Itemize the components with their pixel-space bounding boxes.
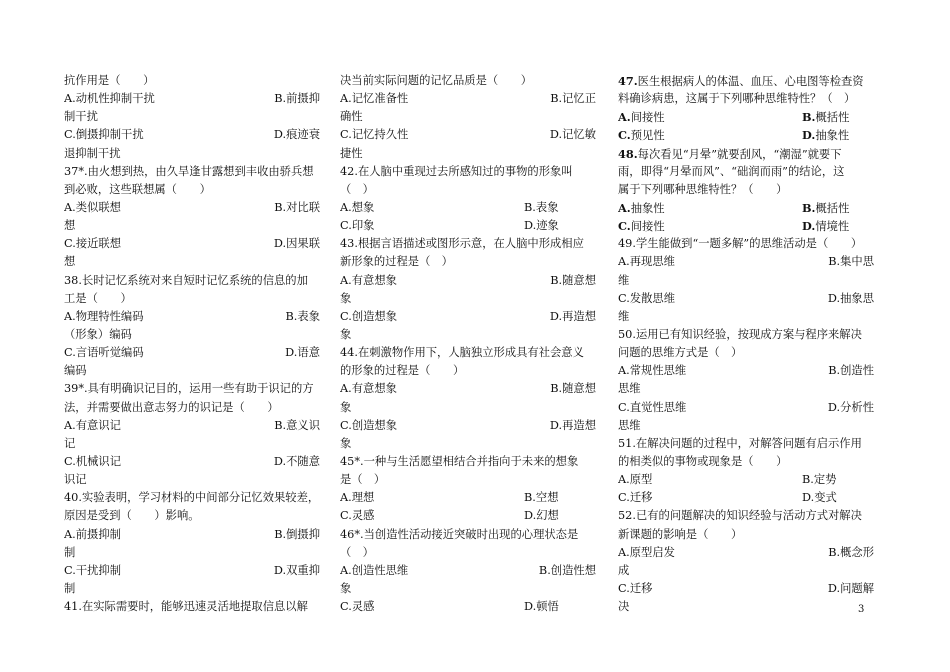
- text-line: [618, 362, 874, 380]
- text-line: [340, 181, 596, 199]
- text-line: [340, 163, 596, 181]
- line-text: A.有意想象: [340, 382, 397, 396]
- text-line: [64, 598, 320, 616]
- text-line: [64, 163, 320, 181]
- text-line: [64, 253, 320, 271]
- option-text: D.抽象思: [827, 291, 874, 305]
- text-line: [340, 217, 596, 235]
- text-line: [340, 526, 596, 544]
- option-text: B.随意想: [550, 382, 596, 396]
- text-line: [340, 272, 596, 290]
- text-line: [618, 544, 874, 562]
- text-line: [340, 90, 596, 108]
- text-line: [618, 108, 874, 126]
- line-text: 新形象的过程是（ ）: [340, 255, 453, 269]
- line-text: 识记: [64, 473, 87, 487]
- option-text: D.痕迹衰: [273, 128, 320, 142]
- line-text: 象: [340, 400, 352, 414]
- line-text: 制: [64, 545, 76, 559]
- line-text: 决当前实际问题的记忆品质是（ ）: [340, 74, 533, 87]
- line-text: C.发散思维: [618, 291, 676, 305]
- text-line: [340, 562, 596, 580]
- line-text: 维: [618, 309, 630, 323]
- option-text: D.问题解: [827, 581, 874, 595]
- text-line: [64, 526, 320, 544]
- line-text: 决: [618, 600, 630, 614]
- text-line: [340, 290, 596, 308]
- text-line: [618, 235, 874, 253]
- line-text: 退抑制干扰: [64, 146, 121, 160]
- text-line: [618, 471, 874, 489]
- line-text: C.创造想象: [340, 418, 398, 432]
- column-right: [618, 72, 874, 616]
- text-line: [64, 290, 320, 308]
- line-text: C.创造想象: [340, 309, 398, 323]
- line-text: 制干扰: [64, 110, 98, 124]
- text-line: [618, 145, 874, 163]
- line-text: 39*.具有明确识记目的，运用一些有助于识记的方: [64, 382, 314, 396]
- line-text: A.记忆准备性: [340, 92, 409, 106]
- line-text: A.原型: [618, 473, 653, 487]
- line-text: （ ）: [340, 182, 374, 196]
- option-text: B.前摄抑: [274, 92, 320, 106]
- text-line: [618, 507, 874, 525]
- option-text: B.概念形: [828, 545, 874, 559]
- line-text: C.记忆持久性: [340, 128, 409, 142]
- text-line: [64, 435, 320, 453]
- text-line: [64, 235, 320, 253]
- text-line: [618, 217, 874, 235]
- text-line: [618, 526, 874, 544]
- text-line: [64, 489, 320, 507]
- text-line: [64, 181, 320, 199]
- line-text: 51.在解决问题的过程中，对解答问题有启示作用: [618, 436, 862, 450]
- option-text: D.变式: [802, 491, 837, 505]
- text-line: [64, 90, 320, 108]
- text-line: [340, 326, 596, 344]
- line-text: C.灵感: [340, 509, 375, 523]
- option-text: B.集中思: [828, 255, 874, 269]
- line-text: C.机械识记: [64, 454, 122, 468]
- text-line: [618, 326, 874, 344]
- option-text: D.顿悟: [524, 600, 559, 614]
- text-line: [340, 417, 596, 435]
- line-text: 属于下列哪种思维特性？（ ）: [618, 182, 788, 196]
- option-text: B.空想: [524, 491, 559, 505]
- line-text: 维: [618, 273, 630, 287]
- text-line: [618, 344, 874, 362]
- text-line: [340, 453, 596, 471]
- text-line: [340, 380, 596, 398]
- line-text: A.有意想象: [340, 273, 397, 287]
- text-line: [340, 344, 596, 362]
- line-text: C.间接性: [618, 219, 665, 234]
- option-text: B.对比联: [274, 200, 320, 214]
- line-text: C.倒摄抑制干扰: [64, 128, 144, 142]
- text-line: [618, 453, 874, 471]
- page-number: 3: [858, 604, 865, 615]
- line-text: 40.实验表明，学习材料的中间部分记忆效果较差，: [64, 491, 320, 505]
- option-text: D.抽象性: [802, 128, 850, 143]
- line-text: 象: [340, 436, 352, 450]
- text-line: [340, 145, 596, 163]
- line-text: 象: [340, 327, 352, 341]
- line-text: C.迁移: [618, 491, 653, 505]
- line-text: 想: [64, 255, 76, 269]
- text-line: [340, 362, 596, 380]
- option-text: B.记忆正: [550, 92, 596, 106]
- option-text: B.定势: [802, 473, 837, 487]
- line-text: 问题的思维方式是（ ）: [618, 346, 743, 360]
- text-line: [618, 580, 874, 598]
- text-line: [64, 308, 320, 326]
- text-line: [340, 580, 596, 598]
- option-text: D.记忆敏: [549, 128, 596, 142]
- text-line: [618, 417, 874, 435]
- line-text: 41.在实际需要时，能够迅速灵活地提取信息以解: [64, 600, 308, 614]
- text-line: [64, 362, 320, 380]
- text-line: [64, 108, 320, 126]
- line-text: 编码: [64, 364, 87, 378]
- text-line: [64, 126, 320, 144]
- text-line: [340, 126, 596, 144]
- option-text: D.双重抑: [273, 563, 320, 577]
- option-text: B.概括性: [802, 200, 850, 215]
- text-line: [340, 471, 596, 489]
- option-text: D.不随意: [273, 454, 320, 468]
- option-text: D.再造想: [549, 418, 596, 432]
- line-text: A.创造性思维: [340, 563, 409, 577]
- text-line: [618, 126, 874, 144]
- line-text: 43.根据言语描述或图形示意，在人脑中形成相应: [340, 237, 584, 251]
- line-text: 制: [64, 581, 76, 595]
- text-line: [618, 181, 874, 199]
- text-line: [618, 489, 874, 507]
- line-text: 45*.一种与生活愿望相结合并指向于未来的想象: [340, 454, 579, 468]
- text-line: [340, 435, 596, 453]
- option-text: B.表象: [524, 200, 559, 214]
- line-text: 52.已有的问题解决的知识经验与活动方式对解决: [618, 509, 862, 523]
- line-text: A.再现思维: [618, 255, 675, 269]
- text-line: [618, 399, 874, 417]
- line-text: 雨，即得“月晕而风”、“础润而雨”的结论，这: [618, 164, 845, 178]
- line-text: A.想象: [340, 200, 375, 214]
- line-text: A.类似联想: [64, 200, 121, 214]
- text-line: [618, 598, 874, 616]
- line-text: 工是（ ）: [64, 291, 132, 305]
- text-line: [618, 290, 874, 308]
- line-text: 48.每次看见“月晕”就要刮风，“潮湿”就要下: [618, 146, 842, 161]
- line-text: A.间接性: [618, 110, 665, 125]
- line-text: 44.在刺激物作用下，人脑独立形成具有社会意义: [340, 346, 584, 360]
- text-line: [64, 562, 320, 580]
- line-text: 捷性: [340, 146, 363, 160]
- line-text: 料确诊病患，这属于下列哪种思维特性？（ ）: [618, 92, 856, 106]
- line-text: 是（ ）: [340, 473, 386, 487]
- line-text: A.原型启发: [618, 545, 675, 559]
- line-text: A.物理特性编码: [64, 309, 144, 323]
- option-text: B.概括性: [802, 110, 850, 125]
- text-line: [340, 507, 596, 525]
- text-line: [618, 308, 874, 326]
- text-line: [64, 326, 320, 344]
- text-line: [340, 108, 596, 126]
- line-text: C.灵感: [340, 600, 375, 614]
- line-text: 想: [64, 219, 76, 233]
- option-text: B.表象: [285, 309, 320, 323]
- text-line: [64, 399, 320, 417]
- text-line: [340, 544, 596, 562]
- text-line: [64, 217, 320, 235]
- text-line: [64, 380, 320, 398]
- text-line: [618, 253, 874, 271]
- line-text: A.前摄抑制: [64, 527, 121, 541]
- line-text: 法，并需要做出意志努力的识记是（ ）: [64, 400, 279, 414]
- text-line: [340, 399, 596, 417]
- text-line: [340, 253, 596, 271]
- text-line: [340, 308, 596, 326]
- line-text: 47.医生根据病人的体温、血压、心电图等检查资: [618, 74, 864, 88]
- text-line: [618, 562, 874, 580]
- line-text: C.直觉性思维: [618, 400, 687, 414]
- line-text: 49.学生能做到“一题多解”的思维活动是（ ）: [618, 237, 863, 251]
- option-text: D.语意: [285, 346, 320, 360]
- line-text: C.迁移: [618, 581, 653, 595]
- text-line: [618, 72, 874, 90]
- column-left: [64, 72, 320, 616]
- line-text: 的形象的过程是（ ）: [340, 364, 465, 378]
- line-text: A.有意识记: [64, 418, 121, 432]
- text-line: [64, 453, 320, 471]
- line-text: A.抽象性: [618, 200, 665, 215]
- text-line: [618, 163, 874, 181]
- text-line: [340, 72, 596, 90]
- text-line: [618, 380, 874, 398]
- line-text: C.印象: [340, 219, 375, 233]
- line-text: C.预见性: [618, 128, 665, 143]
- text-line: [64, 72, 320, 90]
- line-text: 新课题的影响是（ ）: [618, 527, 743, 541]
- text-line: [64, 145, 320, 163]
- line-text: 抗作用是（ ）: [64, 74, 155, 87]
- text-line: [64, 507, 320, 525]
- line-text: 到必败，这些联想属（ ）: [64, 182, 211, 196]
- line-text: A.理想: [340, 491, 375, 505]
- line-text: 象: [340, 291, 352, 305]
- line-text: 记: [64, 436, 76, 450]
- option-text: B.随意想: [550, 273, 596, 287]
- line-text: 成: [618, 563, 630, 577]
- line-text: 38.长时记忆系统对来自短时记忆系统的信息的加: [64, 273, 308, 287]
- text-line: [64, 272, 320, 290]
- line-text: 原因是受到（ ）影响。: [64, 509, 200, 523]
- line-text: （形象）编码: [64, 327, 132, 341]
- line-text: A.动机性抑制干扰: [64, 92, 155, 106]
- option-text: D.分析性: [827, 400, 874, 414]
- line-text: 确性: [340, 110, 363, 124]
- line-text: C.接近联想: [64, 237, 122, 251]
- line-text: A.常规性思维: [618, 364, 687, 378]
- line-text: 42.在人脑中重现过去所感知过的事物的形象叫: [340, 164, 573, 178]
- line-text: 思维: [618, 418, 641, 432]
- option-text: B.创造性想: [538, 563, 596, 577]
- text-line: [618, 90, 874, 108]
- text-line: [64, 344, 320, 362]
- line-text: 的相类似的事物或现象是（ ）: [618, 454, 788, 468]
- line-text: 象: [340, 581, 352, 595]
- line-text: C.言语听觉编码: [64, 346, 144, 360]
- line-text: C.干扰抑制: [64, 563, 122, 577]
- line-text: 50.运用已有知识经验，按现成方案与程序来解决: [618, 327, 862, 341]
- text-line: [64, 580, 320, 598]
- line-text: 思维: [618, 382, 641, 396]
- option-text: D.再造想: [549, 309, 596, 323]
- text-line: [340, 489, 596, 507]
- text-line: [64, 199, 320, 217]
- option-text: D.因果联: [273, 237, 320, 251]
- text-line: [618, 435, 874, 453]
- column-middle: [340, 72, 596, 616]
- text-line: [340, 199, 596, 217]
- text-line: [64, 544, 320, 562]
- text-line: [618, 199, 874, 217]
- line-text: 46*.当创造性活动接近突破时出现的心理状态是: [340, 527, 579, 541]
- text-line: [340, 598, 596, 616]
- option-text: D.迹象: [524, 219, 559, 233]
- text-line: [618, 272, 874, 290]
- line-text: （ ）: [340, 545, 374, 559]
- option-text: B.创造性: [828, 364, 874, 378]
- text-line: [340, 235, 596, 253]
- text-line: [64, 417, 320, 435]
- option-text: D.情境性: [802, 219, 850, 234]
- option-text: B.倒摄抑: [274, 527, 320, 541]
- text-line: [64, 471, 320, 489]
- option-text: D.幻想: [524, 509, 559, 523]
- option-text: B.意义识: [274, 418, 320, 432]
- line-text: 37*.由火想到热，由久旱逢甘露想到丰收由骄兵想: [64, 164, 314, 178]
